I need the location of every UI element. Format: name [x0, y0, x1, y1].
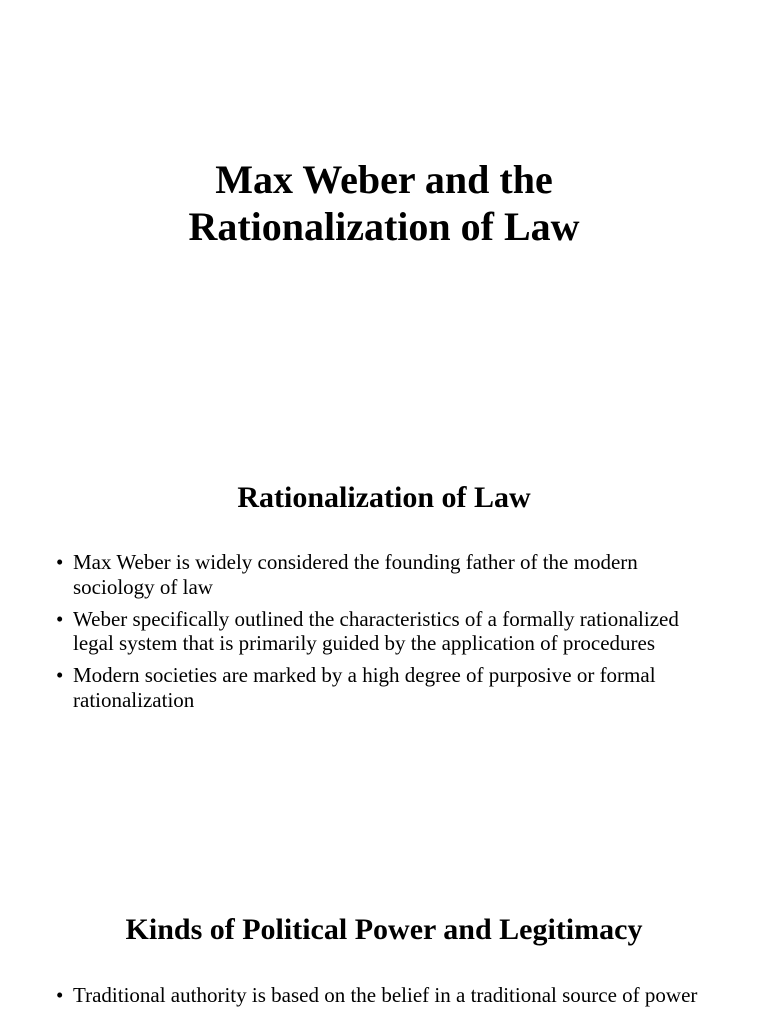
title-line-2: Rationalization of Law [188, 204, 580, 249]
list-item-text: Weber specifically outlined the characteristics of a formally rationalized legal system that is primarily guided by the application of procedures [73, 606, 679, 655]
list-item [56, 983, 716, 1008]
bullet-glyph: • [56, 606, 64, 631]
bullet-glyph: • [56, 983, 64, 1007]
list-item-text: Traditional authority is based on the belief in a traditional source of power [73, 983, 698, 1007]
section-heading-political-power: Kinds of Political Power and Legitimacy [125, 913, 643, 946]
title-line-1: Max Weber and the [215, 157, 553, 202]
bullet-list-political-power [56, 983, 716, 1015]
list-item-text: Max Weber is widely considered the founding father of the modern sociology of law [73, 550, 638, 599]
bullet-glyph: • [56, 550, 64, 574]
list-item-text: Modern societies are marked by a high degree of purposive or formal rationalization [73, 663, 656, 712]
title-slide-heading [0, 156, 758, 250]
list-item [56, 663, 716, 712]
list-item [56, 607, 716, 656]
list-item [56, 550, 716, 599]
section-heading-rationalization: Rationalization of Law [237, 481, 531, 514]
bullet-glyph: • [56, 663, 64, 687]
bullet-list-rationalization [56, 550, 716, 720]
